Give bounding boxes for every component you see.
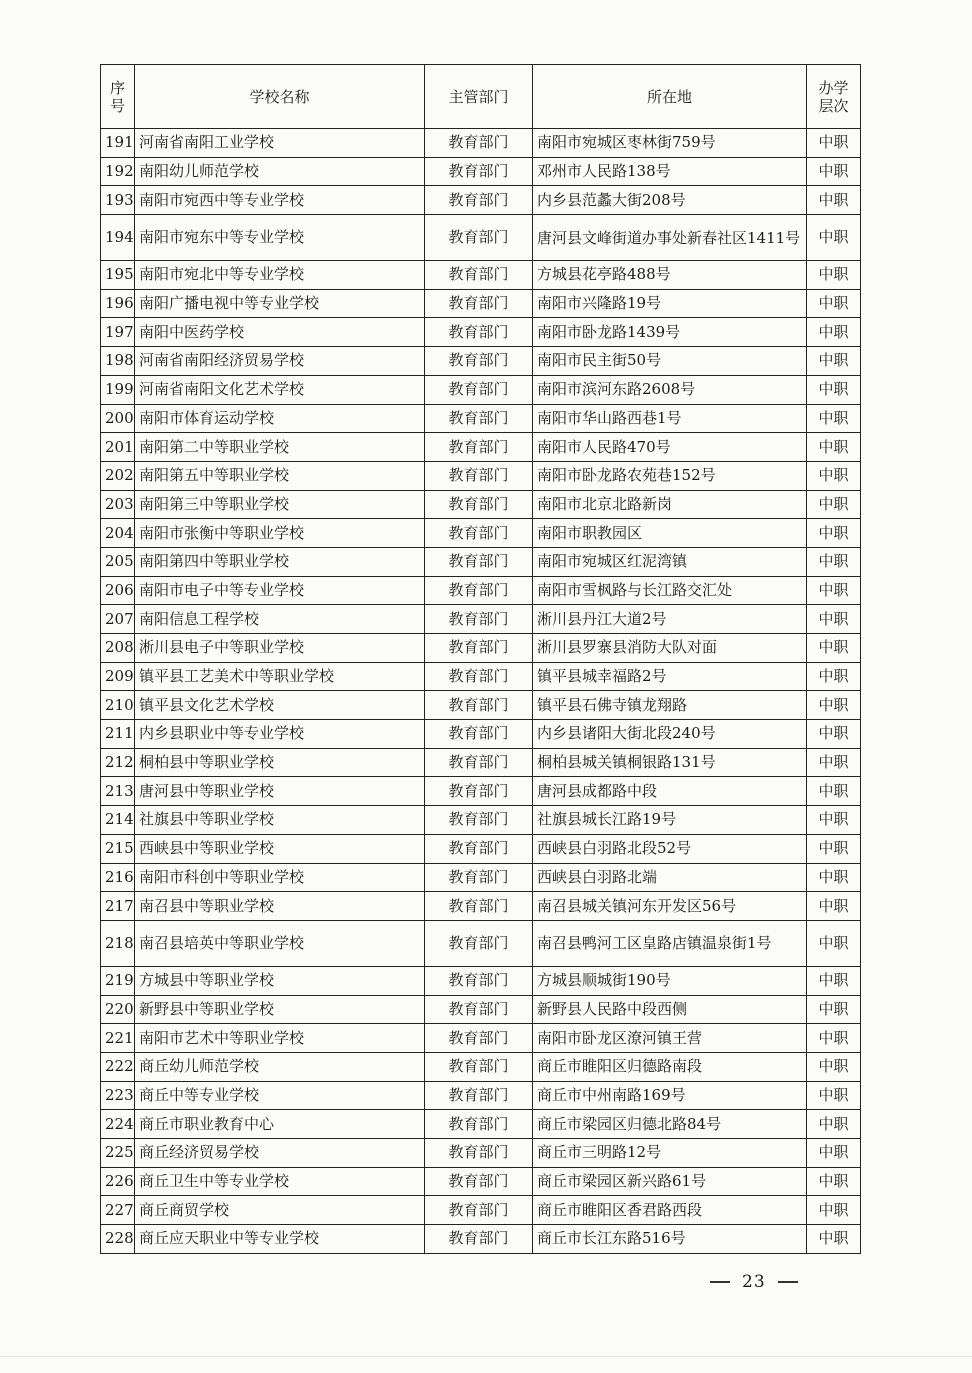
school-name: 南阳广播电视中等专业学校 [135, 289, 425, 318]
school-location: 商丘市睢阳区香君路西段 [533, 1196, 807, 1225]
row-number: 213 [101, 777, 135, 806]
managing-department: 教育部门 [425, 995, 533, 1024]
education-level: 中职 [807, 1081, 861, 1110]
table-row [101, 547, 861, 576]
managing-department: 教育部门 [425, 157, 533, 186]
row-number: 215 [101, 834, 135, 863]
school-location: 内乡县范蠡大街208号 [533, 186, 807, 215]
row-number: 192 [101, 157, 135, 186]
school-name: 南阳第二中等职业学校 [135, 433, 425, 462]
table-row [101, 1196, 861, 1225]
school-name: 南阳市体育运动学校 [135, 404, 425, 433]
header-dept: 主管部门 [425, 65, 533, 129]
school-location: 西峡县白羽路北端 [533, 863, 807, 892]
school-location: 商丘市梁园区新兴路61号 [533, 1167, 807, 1196]
managing-department: 教育部门 [425, 634, 533, 663]
row-number: 200 [101, 404, 135, 433]
table-row [101, 433, 861, 462]
education-level: 中职 [807, 547, 861, 576]
school-name: 商丘市职业教育中心 [135, 1110, 425, 1139]
education-level: 中职 [807, 691, 861, 720]
table-row [101, 261, 861, 290]
school-location: 方城县花亭路488号 [533, 261, 807, 290]
row-number: 218 [101, 920, 135, 966]
row-number: 222 [101, 1052, 135, 1081]
row-number: 221 [101, 1024, 135, 1053]
managing-department: 教育部门 [425, 691, 533, 720]
row-number: 226 [101, 1167, 135, 1196]
header-location: 所在地 [533, 65, 807, 129]
school-name: 淅川县电子中等职业学校 [135, 634, 425, 663]
school-location: 商丘市中州南路169号 [533, 1081, 807, 1110]
school-location: 南阳市雪枫路与长江路交汇处 [533, 576, 807, 605]
managing-department: 教育部门 [425, 1167, 533, 1196]
managing-department: 教育部门 [425, 605, 533, 634]
table-row [101, 634, 861, 663]
table-row [101, 347, 861, 376]
school-name: 新野县中等职业学校 [135, 995, 425, 1024]
education-level: 中职 [807, 433, 861, 462]
school-name: 社旗县中等职业学校 [135, 806, 425, 835]
school-list-table [100, 64, 861, 1254]
education-level: 中职 [807, 1024, 861, 1053]
managing-department: 教育部门 [425, 966, 533, 995]
table-row [101, 1081, 861, 1110]
education-level: 中职 [807, 892, 861, 921]
row-number: 206 [101, 576, 135, 605]
managing-department: 教育部门 [425, 129, 533, 158]
education-level: 中职 [807, 1167, 861, 1196]
row-number: 201 [101, 433, 135, 462]
education-level: 中职 [807, 920, 861, 966]
table-header-row [101, 65, 861, 129]
school-name: 南阳市宛北中等专业学校 [135, 261, 425, 290]
table-row [101, 720, 861, 749]
school-location: 南阳市民主街50号 [533, 347, 807, 376]
header-level: 办学层次 [807, 65, 861, 129]
page-bottom-edge [0, 1356, 972, 1357]
row-number: 203 [101, 490, 135, 519]
school-name: 南阳中医药学校 [135, 318, 425, 347]
managing-department: 教育部门 [425, 490, 533, 519]
table-row [101, 995, 861, 1024]
education-level: 中职 [807, 834, 861, 863]
managing-department: 教育部门 [425, 1052, 533, 1081]
education-level: 中职 [807, 720, 861, 749]
education-level: 中职 [807, 806, 861, 835]
education-level: 中职 [807, 519, 861, 548]
education-level: 中职 [807, 748, 861, 777]
education-level: 中职 [807, 404, 861, 433]
school-location: 镇平县城幸福路2号 [533, 662, 807, 691]
table-row [101, 1139, 861, 1168]
table-row [101, 748, 861, 777]
school-location: 南召县城关镇河东开发区56号 [533, 892, 807, 921]
row-number: 195 [101, 261, 135, 290]
managing-department: 教育部门 [425, 318, 533, 347]
school-location: 南阳市卧龙区潦河镇王营 [533, 1024, 807, 1053]
school-name: 南阳市宛东中等专业学校 [135, 215, 425, 261]
table-row [101, 461, 861, 490]
row-number: 196 [101, 289, 135, 318]
row-number: 193 [101, 186, 135, 215]
school-name: 镇平县文化艺术学校 [135, 691, 425, 720]
managing-department: 教育部门 [425, 1110, 533, 1139]
education-level: 中职 [807, 1110, 861, 1139]
row-number: 212 [101, 748, 135, 777]
managing-department: 教育部门 [425, 347, 533, 376]
table-row [101, 806, 861, 835]
managing-department: 教育部门 [425, 404, 533, 433]
managing-department: 教育部门 [425, 519, 533, 548]
education-level: 中职 [807, 261, 861, 290]
education-level: 中职 [807, 347, 861, 376]
row-number: 214 [101, 806, 135, 835]
education-level: 中职 [807, 1052, 861, 1081]
managing-department: 教育部门 [425, 289, 533, 318]
education-level: 中职 [807, 129, 861, 158]
education-level: 中职 [807, 157, 861, 186]
row-number: 202 [101, 461, 135, 490]
table-row [101, 289, 861, 318]
school-name: 河南省南阳文化艺术学校 [135, 375, 425, 404]
row-number: 204 [101, 519, 135, 548]
table-row [101, 920, 861, 966]
table-row [101, 490, 861, 519]
row-number: 211 [101, 720, 135, 749]
row-number: 208 [101, 634, 135, 663]
school-location: 商丘市三明路12号 [533, 1139, 807, 1168]
school-location: 南召县鸭河工区皇路店镇温泉街1号 [533, 920, 807, 966]
school-location: 桐柏县城关镇桐银路131号 [533, 748, 807, 777]
school-location: 淅川县罗寨县消防大队对面 [533, 634, 807, 663]
education-level: 中职 [807, 375, 861, 404]
header-school: 学校名称 [135, 65, 425, 129]
managing-department: 教育部门 [425, 186, 533, 215]
row-number: 191 [101, 129, 135, 158]
managing-department: 教育部门 [425, 1139, 533, 1168]
managing-department: 教育部门 [425, 215, 533, 261]
managing-department: 教育部门 [425, 1081, 533, 1110]
managing-department: 教育部门 [425, 834, 533, 863]
school-name: 南阳市科创中等职业学校 [135, 863, 425, 892]
school-location: 南阳市卧龙路1439号 [533, 318, 807, 347]
school-name: 商丘卫生中等专业学校 [135, 1167, 425, 1196]
table-row [101, 691, 861, 720]
school-name: 南阳市宛西中等专业学校 [135, 186, 425, 215]
school-location: 南阳市滨河东路2608号 [533, 375, 807, 404]
row-number: 216 [101, 863, 135, 892]
managing-department: 教育部门 [425, 777, 533, 806]
school-location: 南阳市宛城区红泥湾镇 [533, 547, 807, 576]
row-number: 207 [101, 605, 135, 634]
row-number: 205 [101, 547, 135, 576]
school-location: 南阳市北京北路新岗 [533, 490, 807, 519]
managing-department: 教育部门 [425, 720, 533, 749]
education-level: 中职 [807, 1225, 861, 1254]
education-level: 中职 [807, 576, 861, 605]
school-name: 南阳市电子中等专业学校 [135, 576, 425, 605]
row-number: 210 [101, 691, 135, 720]
school-name: 镇平县工艺美术中等职业学校 [135, 662, 425, 691]
school-location: 唐河县文峰街道办事处新春社区1411号 [533, 215, 807, 261]
school-location: 南阳市职教园区 [533, 519, 807, 548]
table-row [101, 404, 861, 433]
education-level: 中职 [807, 662, 861, 691]
education-level: 中职 [807, 215, 861, 261]
education-level: 中职 [807, 634, 861, 663]
school-name: 南阳第五中等职业学校 [135, 461, 425, 490]
school-name: 南阳市张衡中等职业学校 [135, 519, 425, 548]
school-location: 淅川县丹江大道2号 [533, 605, 807, 634]
managing-department: 教育部门 [425, 576, 533, 605]
table-row [101, 519, 861, 548]
school-name: 商丘中等专业学校 [135, 1081, 425, 1110]
table-row [101, 863, 861, 892]
school-name: 商丘商贸学校 [135, 1196, 425, 1225]
education-level: 中职 [807, 289, 861, 318]
table-row [101, 892, 861, 921]
school-location: 唐河县成都路中段 [533, 777, 807, 806]
table-row [101, 777, 861, 806]
school-name: 商丘应天职业中等专业学校 [135, 1225, 425, 1254]
school-location: 商丘市梁园区归德北路84号 [533, 1110, 807, 1139]
education-level: 中职 [807, 863, 861, 892]
row-number: 194 [101, 215, 135, 261]
row-number: 225 [101, 1139, 135, 1168]
managing-department: 教育部门 [425, 1196, 533, 1225]
managing-department: 教育部门 [425, 748, 533, 777]
school-location: 南阳市宛城区枣林街759号 [533, 129, 807, 158]
row-number: 199 [101, 375, 135, 404]
page-number: 23 [742, 1272, 766, 1292]
school-name: 南召县培英中等职业学校 [135, 920, 425, 966]
table-row [101, 1052, 861, 1081]
table-row [101, 662, 861, 691]
school-name: 南阳信息工程学校 [135, 605, 425, 634]
row-number: 197 [101, 318, 135, 347]
education-level: 中职 [807, 995, 861, 1024]
school-name: 商丘幼儿师范学校 [135, 1052, 425, 1081]
managing-department: 教育部门 [425, 920, 533, 966]
table-row [101, 605, 861, 634]
managing-department: 教育部门 [425, 892, 533, 921]
education-level: 中职 [807, 186, 861, 215]
table-row [101, 318, 861, 347]
school-location: 社旗县城长江路19号 [533, 806, 807, 835]
table-row [101, 1110, 861, 1139]
school-name: 商丘经济贸易学校 [135, 1139, 425, 1168]
table-row [101, 1167, 861, 1196]
table-row [101, 375, 861, 404]
managing-department: 教育部门 [425, 1024, 533, 1053]
row-number: 217 [101, 892, 135, 921]
school-name: 唐河县中等职业学校 [135, 777, 425, 806]
education-level: 中职 [807, 461, 861, 490]
education-level: 中职 [807, 1139, 861, 1168]
school-name: 桐柏县中等职业学校 [135, 748, 425, 777]
row-number: 220 [101, 995, 135, 1024]
education-level: 中职 [807, 318, 861, 347]
school-location: 商丘市长江东路516号 [533, 1225, 807, 1254]
school-location: 方城县顺城街190号 [533, 966, 807, 995]
education-level: 中职 [807, 966, 861, 995]
school-location: 商丘市睢阳区归德路南段 [533, 1052, 807, 1081]
table-row [101, 576, 861, 605]
table-row [101, 1024, 861, 1053]
education-level: 中职 [807, 777, 861, 806]
managing-department: 教育部门 [425, 375, 533, 404]
school-location: 镇平县石佛寺镇龙翔路 [533, 691, 807, 720]
managing-department: 教育部门 [425, 433, 533, 462]
school-location: 南阳市人民路470号 [533, 433, 807, 462]
school-location: 内乡县诸阳大街北段240号 [533, 720, 807, 749]
school-name: 南召县中等职业学校 [135, 892, 425, 921]
table-row [101, 157, 861, 186]
school-name: 河南省南阳工业学校 [135, 129, 425, 158]
table-row [101, 129, 861, 158]
row-number: 198 [101, 347, 135, 376]
school-name: 南阳市艺术中等职业学校 [135, 1024, 425, 1053]
school-location: 新野县人民路中段西侧 [533, 995, 807, 1024]
managing-department: 教育部门 [425, 547, 533, 576]
managing-department: 教育部门 [425, 863, 533, 892]
school-name: 西峡县中等职业学校 [135, 834, 425, 863]
footer-dash-right [778, 1281, 798, 1282]
managing-department: 教育部门 [425, 461, 533, 490]
school-location: 南阳市兴隆路19号 [533, 289, 807, 318]
school-location: 南阳市华山路西巷1号 [533, 404, 807, 433]
row-number: 224 [101, 1110, 135, 1139]
education-level: 中职 [807, 605, 861, 634]
managing-department: 教育部门 [425, 261, 533, 290]
school-location: 南阳市卧龙路农苑巷152号 [533, 461, 807, 490]
school-name: 南阳第四中等职业学校 [135, 547, 425, 576]
managing-department: 教育部门 [425, 662, 533, 691]
school-location: 邓州市人民路138号 [533, 157, 807, 186]
school-name: 南阳幼儿师范学校 [135, 157, 425, 186]
row-number: 209 [101, 662, 135, 691]
footer-dash-left [710, 1281, 730, 1282]
school-name: 内乡县职业中等专业学校 [135, 720, 425, 749]
table-body [101, 129, 861, 1254]
row-number: 223 [101, 1081, 135, 1110]
table-row [101, 966, 861, 995]
row-number: 219 [101, 966, 135, 995]
education-level: 中职 [807, 490, 861, 519]
page-footer [710, 1272, 798, 1292]
managing-department: 教育部门 [425, 806, 533, 835]
table-row [101, 834, 861, 863]
table-row [101, 186, 861, 215]
table-row [101, 1225, 861, 1254]
row-number: 228 [101, 1225, 135, 1254]
education-level: 中职 [807, 1196, 861, 1225]
school-location: 西峡县白羽路北段52号 [533, 834, 807, 863]
school-name: 南阳第三中等职业学校 [135, 490, 425, 519]
school-name: 河南省南阳经济贸易学校 [135, 347, 425, 376]
managing-department: 教育部门 [425, 1225, 533, 1254]
school-name: 方城县中等职业学校 [135, 966, 425, 995]
table-row [101, 215, 861, 261]
header-no: 序号 [101, 65, 135, 129]
row-number: 227 [101, 1196, 135, 1225]
